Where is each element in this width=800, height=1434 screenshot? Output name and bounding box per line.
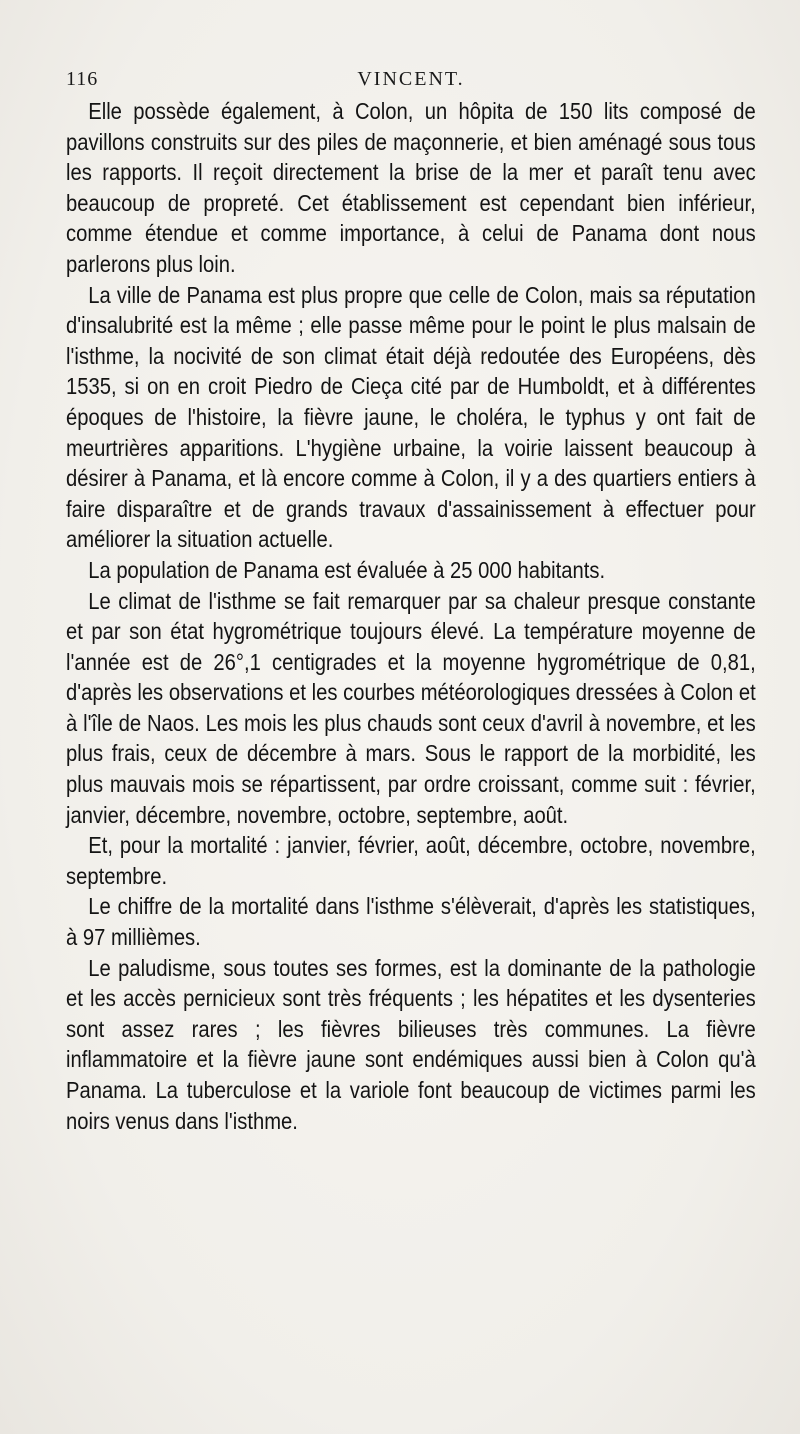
running-title: VINCENT. <box>357 68 465 90</box>
running-head <box>66 68 756 98</box>
body-text <box>66 96 756 1136</box>
paragraph-population: La population de Panama est évaluée à 25 000 habitants. <box>88 556 606 583</box>
paragraph-pathology: Le paludisme, sous toutes ses formes, est la dominante de la pathologie et les accès pernicieux sont très fréquents ; les hépatites et les dysenteries sont assez rares ; les fièvres bilieuses très communes. La fièvre inflammatoire et la fièvre jaune sont endémiques aussi bien à Colon qu'à Panama. La tuberculose et la variole font beaucoup de victimes parmi les noirs venus dans l'isthme. <box>66 954 756 1134</box>
paragraph-panama-city: La ville de Panama est plus propre que celle de Colon, mais sa réputation d'insalubrité est la même ; elle passe même pour le point le plus malsain de l'isthme, la nocivité de son climat était déjà redoutée des Européens, dès 1535, si on en croit Piedro de Cieça cité par de Humboldt, et à différentes époques de l'histoire, la fièvre jaune, le choléra, le typhus y ont fait de meurtrières apparitions. L'hygiène urbaine, la voirie laissent beaucoup à désirer à Panama, et là encore comme à Colon, il y a des quartiers entiers à faire disparaître et de grands travaux d'assainissement à effectuer pour améliorer la situation actuelle. <box>66 281 756 553</box>
paragraph-colon-hospital: Elle possède également, à Colon, un hôpita de 150 lits composé de pavillons construits sur des piles de maçonnerie, et bien aménagé sous tous les rapports. Il reçoit directement la brise de la mer et paraît tenu avec beaucoup de propreté. Cet établissement est cependant bien inférieur, comme étendue et comme importance, à celui de Panama dont nous parlerons plus loin. <box>66 98 756 277</box>
page-number: 116 <box>66 68 99 90</box>
paragraph-climate: Le climat de l'isthme se fait remarquer par sa chaleur presque constante et par son état hygrométrique toujours élevé. La température moyenne de l'année est de 26°,1 centigrades et la moyenne hygrométrique de 0,81, d'après les observations et les courbes météorologiques dressées à Colon et à l'île de Naos. Les mois les plus chauds sont ceux d'avril à novembre, et les plus frais, ceux de décembre à mars. Sous le rapport de la morbidité, les plus mauvais mois se répartissent, par ordre croissant, comme suit : février, janvier, décembre, novembre, octobre, septembre, août. <box>66 587 756 828</box>
paragraph-mortality-months: Et, pour la mortalité : janvier, février, août, décembre, octobre, novembre, septembre. <box>66 832 756 889</box>
paragraph-mortality-rate: Le chiffre de la mortalité dans l'isthme s'élèverait, d'après les statistiques, à 97 millièmes. <box>66 893 756 951</box>
